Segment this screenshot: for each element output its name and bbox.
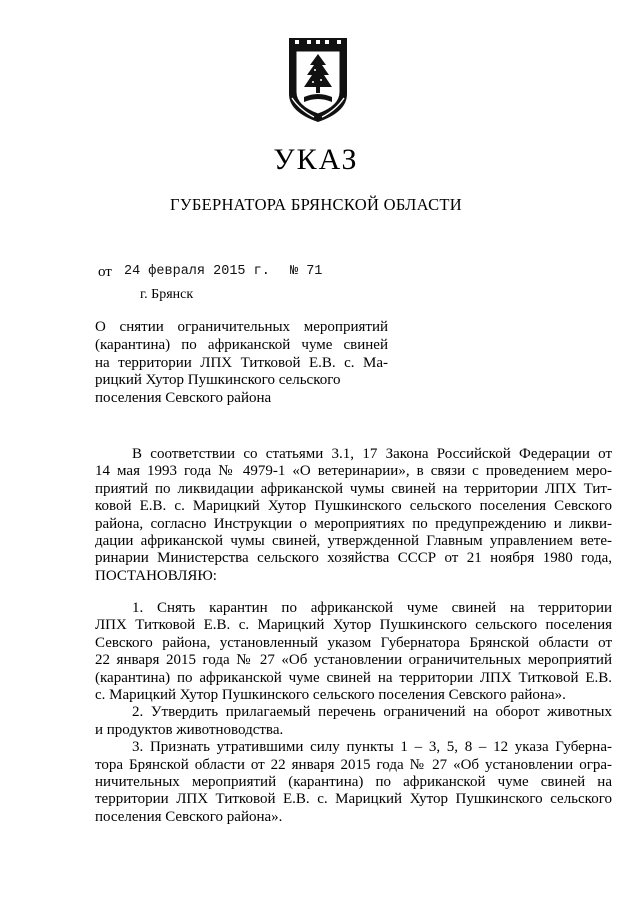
item-line: ничительных мероприятий (карантина) по африканской чуме свиней на [95,774,612,791]
decree-item-2 [95,704,612,739]
subject-line: поселения Севского района [95,390,272,406]
issuer-title: ГУБЕРНАТОРА БРЯНСКОЙ ОБЛАСТИ [170,195,462,214]
item-line: и продуктов животноводства. [95,721,284,738]
decree-items [95,600,612,826]
item-line: (карантина) по африканской чуме свиней на территории ЛПХ Титковой Е.В. [95,669,612,686]
item-line: ЛПХ Титковой Е.В. с. Марицкий Хутор Пушкинского сельского поселения [95,617,612,634]
decree-date: 24 февраля 2015 г. [124,264,270,279]
coat-of-arms-icon [286,36,350,124]
item-line: Севского района, установленный указом Губернатора Брянской области от [95,634,612,651]
preamble-line: ринарии Министерства сельского хозяйства СССР от 21 ноября 1980 года, [95,550,612,567]
subject-line: (карантина) по африканской чуме свиней [95,336,388,353]
date-line [0,263,400,281]
item-line: с. Марицкий Хутор Пушкинского сельского поселения Севского района». [95,687,566,704]
decree-number: № 71 [290,264,323,279]
subject-line: О снятии ограничительных мероприятий [95,319,388,335]
item-line: 3. Признать утратившими силу пункты 1 – 3, 5, 8 – 12 указа Губерна- [132,739,612,756]
preamble-line: приятий по ликвидации африканской чумы свиней на территории ЛПХ Тит- [95,480,612,497]
preamble-line: района, согласно Инструкции о мероприятиях по предупреждению и ликви- [95,515,612,532]
subject-line: рицкий Хутор Пушкинского сельского [95,372,341,389]
preamble-line: ковой Е.В. с. Марицкий Хутор Пушкинского сельского поселения Севского [95,498,612,515]
item-line: 1. Снять карантин по африканской чуме свиней на территории [132,600,612,616]
item-line: поселения Севского района». [95,808,283,825]
item-line: территории ЛПХ Титковой Е.В. с. Марицкий Хутор Пушкинского сельского [95,791,612,808]
decree-item-1 [95,600,612,704]
subject-line: на территории ЛПХ Титковой Е.В. с. Ма- [95,354,388,371]
item-line: тора Брянской области от 22 января 2015 года № 27 «Об установлении огра- [95,756,612,773]
item-line: 2. Утвердить прилагаемый перечень ограничений на оборот животных [132,704,612,721]
resolution-word: ПОСТАНОВЛЯЮ: [95,567,217,584]
decree-subject [95,319,388,408]
item-line: 22 января 2015 года № 27 «Об установлении ограничительных мероприятий [95,652,612,669]
document-title: УКАЗ [273,143,359,176]
decree-item-3 [95,739,612,826]
preamble-line: дации африканской чумы свиней, утвержденной Главным управлением вете- [95,533,612,550]
preamble-line: 14 мая 1993 года № 4979-1 «О ветеринарии», в связи с проведением меро- [95,463,612,480]
preamble [95,446,612,585]
place-of-issue: г. Брянск [140,287,194,302]
preamble-line: В соответствии со статьями 3.1, 17 Закона Российской Федерации от [132,446,612,462]
date-prefix: от [98,264,112,280]
